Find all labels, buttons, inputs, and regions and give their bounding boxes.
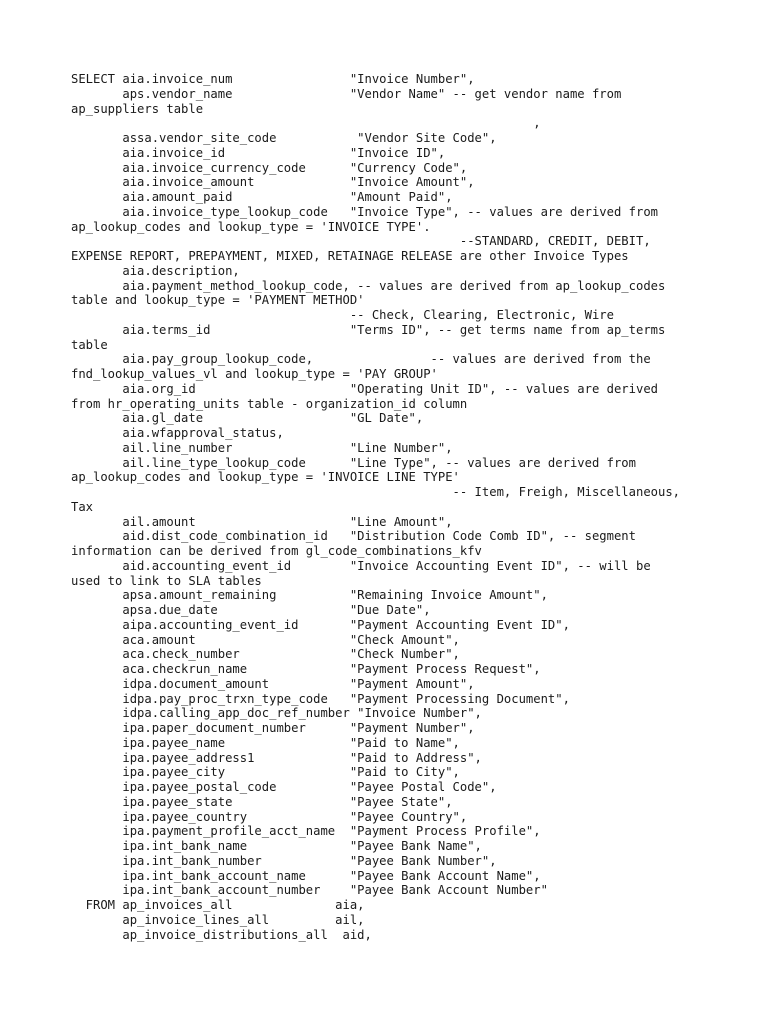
code-line: ipa.payee_name "Paid to Name", (71, 735, 460, 750)
code-line: table and lookup_type = 'PAYMENT METHOD' (71, 293, 365, 308)
code-line: aia.description, (71, 263, 240, 278)
code-line: table (71, 337, 108, 352)
code-line: idpa.document_amount "Payment Amount", (71, 676, 475, 691)
code-line: Tax (71, 499, 94, 514)
code-line: ipa.payee_country "Payee Country", (71, 809, 468, 824)
code-line: ap_lookup_codes and lookup_type = 'INVOICE LINE TYPE' (71, 470, 460, 485)
code-line: ipa.payee_city "Paid to City", (71, 765, 460, 780)
code-line: idpa.pay_proc_trxn_type_code "Payment Processing Document", (71, 691, 570, 706)
code-line: assa.vendor_site_code "Vendor Site Code", (71, 131, 497, 145)
code-line: ipa.paper_document_number "Payment Number", (71, 721, 475, 735)
code-line: ail.line_number "Line Number", (71, 440, 453, 455)
code-line: used to link to SLA tables (71, 573, 262, 588)
code-line: ipa.int_bank_account_number "Payee Bank Account Number" (71, 883, 548, 898)
code-line: aid.dist_code_combination_id "Distribution Code Comb ID", -- segment (71, 529, 636, 544)
code-line: aia.org_id "Operating Unit ID", -- values are derived (71, 381, 658, 396)
code-line: aia.payment_method_lookup_code, -- values are derived from ap_lookup_codes (71, 278, 666, 293)
code-line: ail.line_type_lookup_code "Line Type", -- values are derived from (71, 455, 636, 470)
code-line: ipa.payee_state "Payee State", (71, 794, 453, 809)
code-line: from hr_operating_units table - organization_id column (71, 396, 468, 411)
code-line: information can be derived from gl_code_combinations_kfv (71, 544, 482, 558)
code-line: aia.wfapproval_status, (71, 426, 284, 440)
code-line: ap_lookup_codes and lookup_type = 'INVOICE TYPE'. (71, 219, 431, 234)
code-line: SELECT aia.invoice_num "Invoice Number", (71, 72, 475, 86)
code-line: aia.invoice_id "Invoice ID", (71, 145, 446, 160)
code-line: FROM ap_invoices_all aia, (71, 898, 365, 912)
code-line: ipa.int_bank_number "Payee Bank Number", (71, 853, 497, 868)
code-line: ipa.payee_address1 "Paid to Address", (71, 750, 482, 765)
code-line: aca.check_number "Check Number", (71, 647, 460, 662)
code-line: aia.gl_date "GL Date", (71, 411, 424, 426)
code-line: -- Item, Freigh, Miscellaneous, (71, 485, 681, 499)
code-line: ipa.int_bank_account_name "Payee Bank Account Name", (71, 868, 541, 883)
code-line: aps.vendor_name "Vendor Name" -- get vendor name from (71, 86, 622, 101)
code-line: aia.terms_id "Terms ID", -- get terms name from ap_terms (71, 322, 666, 337)
code-line: aia.amount_paid "Amount Paid", (71, 190, 453, 204)
code-line: , (71, 116, 541, 131)
code-line: ap_invoice_lines_all ail, (71, 912, 365, 927)
code-line: ipa.payee_postal_code "Payee Postal Code", (71, 780, 497, 794)
code-line: EXPENSE REPORT, PREPAYMENT, MIXED, RETAINAGE RELEASE are other Invoice Types (71, 249, 629, 263)
code-line: ipa.payment_profile_acct_name "Payment Process Profile", (71, 824, 541, 839)
code-line: apsa.amount_remaining "Remaining Invoice Amount", (71, 588, 548, 603)
code-line: aia.pay_group_lookup_code, -- values are derived from the (71, 352, 651, 367)
code-line: aia.invoice_amount "Invoice Amount", (71, 175, 475, 190)
code-line: --STANDARD, CREDIT, DEBIT, (71, 234, 651, 249)
code-line: ipa.int_bank_name "Payee Bank Name", (71, 839, 482, 853)
code-line: idpa.calling_app_doc_ref_number "Invoice Number", (71, 706, 482, 721)
code-line: ap_suppliers table (71, 101, 204, 116)
code-line: ail.amount "Line Amount", (71, 514, 453, 529)
sql-query-text (71, 72, 680, 942)
code-line: apsa.due_date "Due Date", (71, 603, 431, 617)
code-line: aid.accounting_event_id "Invoice Accounting Event ID", -- will be (71, 558, 651, 573)
code-line: aia.invoice_currency_code "Currency Code", (71, 160, 468, 175)
code-line: aca.checkrun_name "Payment Process Request", (71, 662, 541, 676)
code-line: fnd_lookup_values_vl and lookup_type = 'PAY GROUP' (71, 367, 438, 381)
code-line: -- Check, Clearing, Electronic, Wire (71, 308, 614, 322)
code-line: aipa.accounting_event_id "Payment Accounting Event ID", (71, 617, 570, 632)
code-line: ap_invoice_distributions_all aid, (71, 927, 372, 942)
code-line: aca.amount "Check Amount", (71, 632, 460, 647)
code-line: aia.invoice_type_lookup_code "Invoice Type", -- values are derived from (71, 204, 658, 219)
